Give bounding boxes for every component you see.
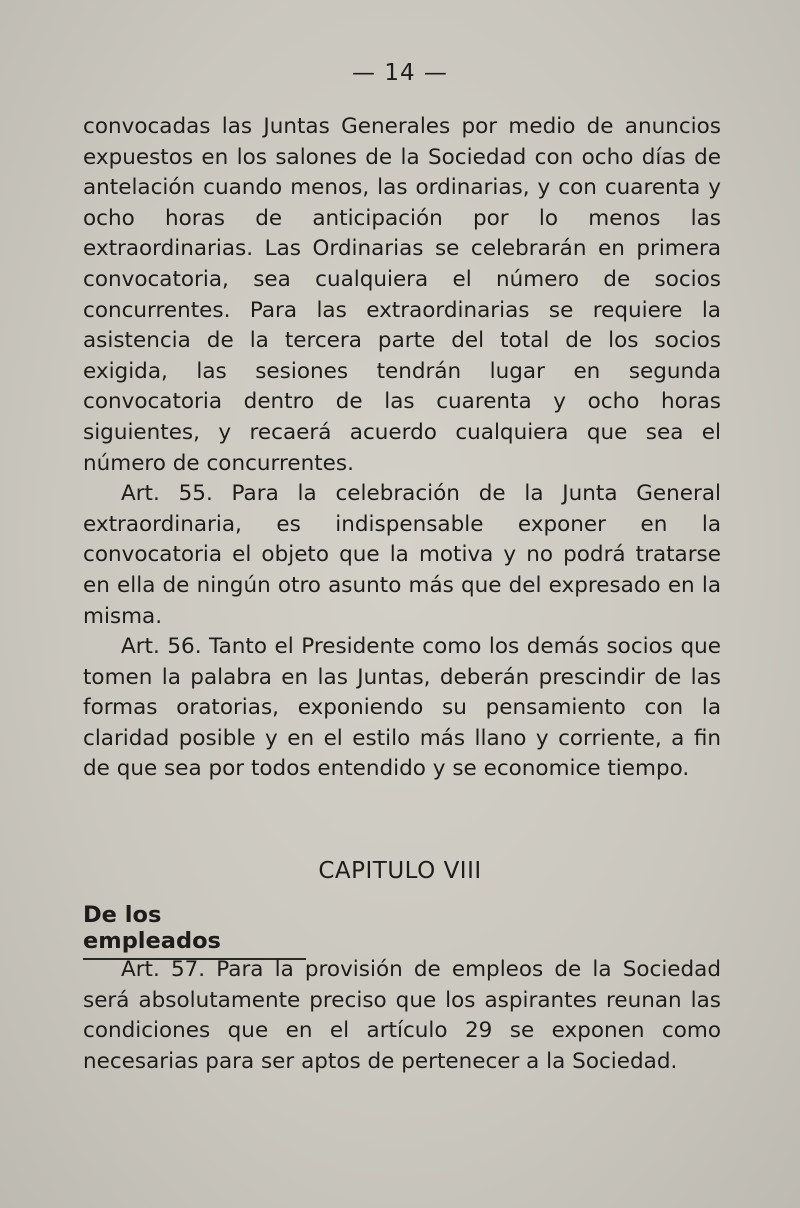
paragraph-art-56: Art. 56. Tanto el Presidente como los demás socios que tomen la palabra en las Juntas, deberán prescindir de las formas oratorias, exponiendo su pensamiento con la claridad posible y en el estilo más llano y corriente, a fin de que sea por todos entendido y se economice tiempo. bbox=[83, 634, 721, 782]
secondary-text-block bbox=[83, 955, 721, 1077]
chapter-title: CAPITULO VIII bbox=[318, 858, 482, 884]
section-heading: De los empleados bbox=[83, 902, 306, 960]
page-number: — 14 — bbox=[352, 60, 448, 86]
paragraph-art-55: Art. 55. Para la celebración de la Junta General extraordinaria, es indispensable exponer en la convocatoria el objeto que la motiva y no podrá tratarse en ella de ningún otro asunto más que del expresado en la misma. bbox=[83, 481, 721, 629]
main-text-block bbox=[83, 112, 721, 785]
paragraph-continuation: convocadas las Juntas Generales por medio de anuncios expuestos en los salones de la Sociedad con ocho días de antelación cuando menos, las ordinarias, y con cuarenta y ocho horas de anticipación por lo menos las extraordinarias. Las Ordinarias se celebrarán en primera convocatoria, sea cualquiera el número de socios concurrentes. Para las extraordinarias se requiere la asistencia de la tercera parte del total de los socios exigida, las sesiones tendrán lugar en segunda convocatoria dentro de las cuarenta y ocho horas siguientes, y recaerá acuerdo cualquiera que sea el número de concurrentes. bbox=[83, 114, 721, 476]
paragraph-art-57: Art. 57. Para la provisión de empleos de la Sociedad será absolutamente preciso que los aspirantes reunan las condiciones que en el artículo 29 se exponen como necesarias para ser aptos de pertenecer a la Sociedad. bbox=[83, 957, 721, 1074]
